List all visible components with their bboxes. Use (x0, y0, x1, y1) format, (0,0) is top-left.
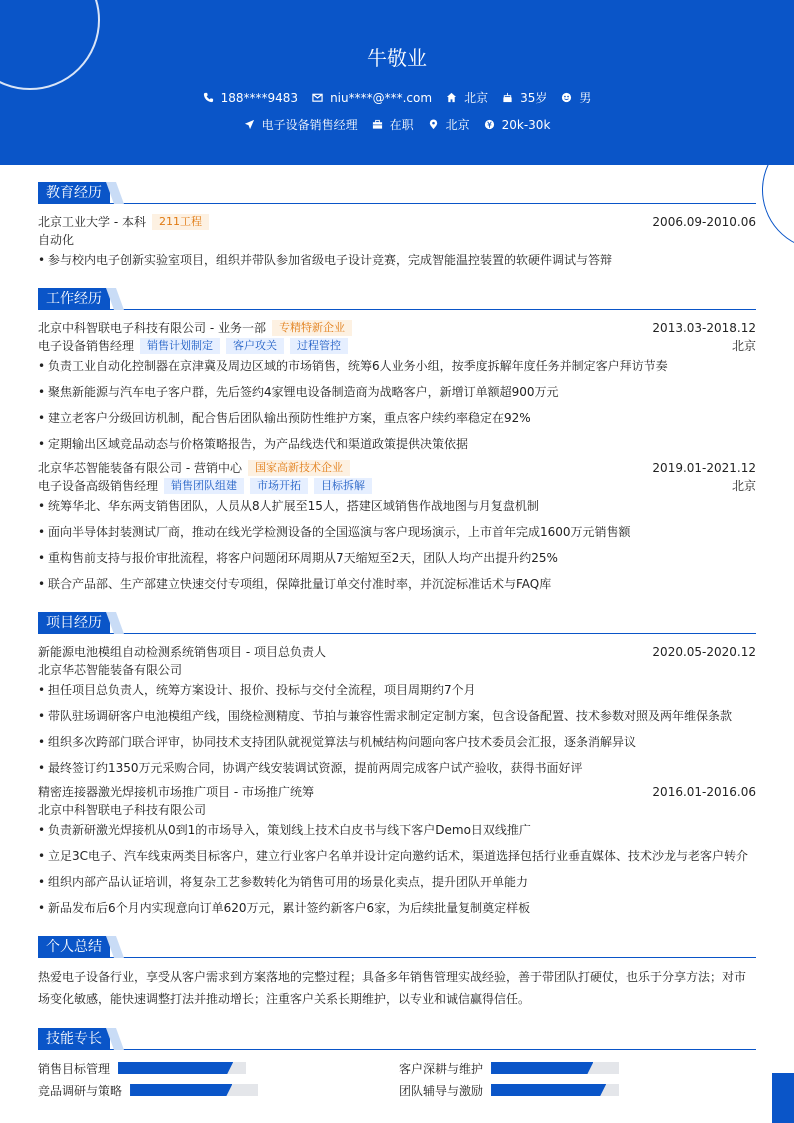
gender-text: 男 (579, 91, 592, 105)
company-tag: 专精特新企业 (272, 320, 352, 336)
decorative-corner-block (772, 1073, 794, 1123)
job-bullet: • 重构售前支持与报价审批流程，将客户问题闭环周期从7天缩短至2天，团队人均产出提升约25% (38, 549, 756, 567)
position-title: 电子设备高级销售经理 (38, 479, 159, 493)
phone-item (203, 91, 298, 105)
skill-label: 销售目标管理 (38, 1061, 111, 1076)
skill-bar-fill (491, 1062, 593, 1074)
skill-bar-fill (491, 1084, 606, 1096)
section-title: 个人总结 (38, 936, 110, 958)
cake-icon (502, 92, 513, 103)
job-position-row (38, 477, 756, 495)
skill-bar (491, 1084, 619, 1096)
major-row (38, 231, 756, 249)
section-title: 项目经历 (38, 612, 110, 634)
skill-tag: 过程管控 (290, 338, 348, 354)
skill-label: 团队辅导与激励 (399, 1083, 484, 1098)
position-title: 电子设备销售经理 (38, 339, 135, 353)
project-dates: 2020.05-2020.12 (652, 645, 756, 659)
major-text: 自动化 (38, 233, 75, 247)
project-bullet: • 立足3C电子、汽车线束两类目标客户，建立行业客户名单并设计定向邀约话术，渠道选择包括行业垂直媒体、技术沙龙与老客户转介 (38, 847, 756, 865)
job-dates: 2013.03-2018.12 (652, 321, 756, 335)
project-company: 北京华芯智能装备有限公司 (38, 663, 183, 677)
job-bullet: • 面向半导体封装测试厂商，推动在线光学检测设备的全国巡演与客户现场演示，上市首年完成1600万元销售额 (38, 523, 756, 541)
skill-tag: 客户攻关 (226, 338, 284, 354)
age-item (502, 89, 547, 106)
school-tag: 211工程 (152, 214, 209, 230)
skill-bar (491, 1062, 619, 1074)
position-item (244, 116, 358, 133)
employment-status-text: 在职 (389, 118, 414, 132)
job-header-row (38, 459, 756, 477)
home-item (446, 89, 488, 106)
education-section (38, 182, 756, 267)
briefcase-icon (372, 119, 383, 130)
gender-item (561, 89, 591, 106)
location-icon (428, 119, 439, 130)
home-icon (446, 92, 457, 103)
target-city-text: 北京 (445, 118, 470, 132)
projects-section (38, 612, 756, 915)
gender-icon (561, 92, 572, 103)
skill-tag: 销售团队组建 (164, 478, 244, 494)
project-bullet: • 新品发布后6个月内实现意向订单620万元，累计签约新客户6家，为后续批量复制奠定样板 (38, 899, 756, 917)
job-city: 北京 (731, 339, 756, 353)
job-bullet: • 统筹华北、华东两支销售团队，人员从8人扩展至15人，搭建区域销售作战地图与月复盘机制 (38, 497, 756, 515)
candidate-name: 牛敬业 (367, 46, 427, 70)
resume-header (0, 0, 794, 165)
company-name: 北京中科智联电子科技有限公司 - 业务一部 (38, 321, 266, 335)
job-header-row (38, 319, 756, 337)
job-bullet: • 建立老客户分级回访机制，配合售后团队输出预防性维护方案，重点客户续约率稳定在92% (38, 409, 756, 427)
skill-item (399, 1059, 619, 1077)
project-name: 新能源电池模组自动检测系统销售项目 - 项目总负责人 (38, 645, 326, 659)
age-text: 35岁 (520, 91, 548, 105)
skill-tag: 目标拆解 (314, 478, 372, 494)
project-bullet: • 负责新研激光焊接机从0到1的市场导入，策划线上技术白皮书与线下客户Demo日双线推广 (38, 821, 756, 839)
section-header (38, 288, 756, 310)
mail-icon (312, 92, 323, 103)
project-bullet: • 最终签订约1350万元采购合同，协调产线安装调试资源，提前两周完成客户试产验收，获得书面好评 (38, 759, 756, 777)
education-header-row (38, 213, 756, 231)
skill-item (38, 1059, 246, 1077)
salary-icon (484, 119, 495, 130)
summary-line: 热爱电子设备行业，享受从客户需求到方案落地的完整过程；具备多年销售管理实战经验，善于带团队打硬仗，也乐于分享方法；对市 (38, 970, 747, 984)
skill-item (38, 1081, 258, 1099)
section-header (38, 612, 756, 634)
section-title: 技能专长 (38, 1028, 110, 1050)
school-name: 北京工业大学 - 本科 (38, 215, 146, 229)
skill-item (399, 1081, 619, 1099)
project-company: 北京中科智联电子科技有限公司 (38, 803, 207, 817)
project-header-row (38, 783, 756, 801)
salary-item (484, 118, 551, 132)
company-tag: 国家高新技术企业 (248, 460, 350, 476)
job-bullet: • 聚焦新能源与汽车电子客户群，先后签约4家锂电设备制造商为战略客户，新增订单额超900万元 (38, 383, 756, 401)
email-item (312, 91, 432, 105)
section-title: 教育经历 (38, 182, 110, 204)
skill-bar-fill (118, 1062, 233, 1074)
skill-label: 客户深耕与维护 (399, 1061, 484, 1076)
work-section (38, 288, 756, 591)
job-city: 北京 (731, 479, 756, 493)
phone-text: 188****9483 (220, 90, 299, 105)
project-bullet: • 担任项目总负责人，统筹方案设计、报价、投标与交付全流程，项目周期约7个月 (38, 681, 756, 699)
company-name: 北京华芯智能装备有限公司 - 营销中心 (38, 461, 242, 475)
job-position-row (38, 337, 756, 355)
project-name: 精密连接器激光焊接机市场推广项目 - 市场推广统筹 (38, 785, 314, 799)
job-bullet: • 负责工业自动化控制器在京津冀及周边区域的市场销售，统筹6人业务小组，按季度拆解年度任务并制定客户拜访节奏 (38, 357, 756, 375)
skill-tag: 销售计划制定 (140, 338, 220, 354)
project-header-row (38, 643, 756, 661)
education-bullet: • 参与校内电子创新实验室项目，组织并带队参加省级电子设计竞赛，完成智能温控装置的软硬件调试与答辩 (38, 251, 756, 269)
skill-bar-fill (130, 1084, 232, 1096)
job-bullet: • 定期输出区域竞品动态与价格策略报告，为产品线迭代和渠道政策提供决策依据 (38, 435, 756, 453)
summary-line: 场变化敏感，能快速调整打法并推动增长；注重客户关系长期维护，以专业和诚信赢得信任。 (38, 992, 531, 1006)
desired-position-text: 电子设备销售经理 (261, 118, 358, 132)
target-city-item (428, 116, 470, 133)
skills-section (38, 1028, 756, 1098)
contact-row (0, 89, 794, 106)
salary-text: 20k-30k (501, 117, 551, 132)
send-icon (244, 119, 255, 130)
section-title: 工作经历 (38, 288, 110, 310)
section-header (38, 936, 756, 958)
section-header (38, 182, 756, 204)
skill-bar (130, 1084, 258, 1096)
project-company-row (38, 661, 756, 679)
section-header (38, 1028, 756, 1050)
education-dates: 2006.09-2010.06 (652, 215, 756, 229)
phone-icon (203, 92, 214, 103)
project-dates: 2016.01-2016.06 (652, 785, 756, 799)
skill-label: 竞品调研与策略 (38, 1083, 123, 1098)
job-bullet: • 联合产品部、生产部建立快速交付专项组，保障批量订单交付准时率，并沉淀标准话术与FAQ库 (38, 575, 756, 593)
summary-section (38, 936, 756, 1006)
email-text: niu****@***.com (330, 90, 433, 105)
job-intent-row (0, 116, 794, 133)
project-company-row (38, 801, 756, 819)
home-city-text: 北京 (464, 91, 489, 105)
project-bullet: • 带队驻场调研客户电池模组产线，围绕检测精度、节拍与兼容性需求制定定制方案，包含设备配置、技术参数对照及两年维保条款 (38, 707, 756, 725)
project-bullet: • 组织多次跨部门联合评审，协同技术支持团队就视觉算法与机械结构问题向客户技术委员会汇报，逐条消解异议 (38, 733, 756, 751)
skill-bar (118, 1062, 246, 1074)
project-bullet: • 组织内部产品认证培训，将复杂工艺参数转化为销售可用的场景化卖点，提升团队开单能力 (38, 873, 756, 891)
summary-paragraph (38, 966, 756, 1010)
status-item (372, 116, 414, 133)
job-dates: 2019.01-2021.12 (652, 461, 756, 475)
skill-tag: 市场开拓 (250, 478, 308, 494)
